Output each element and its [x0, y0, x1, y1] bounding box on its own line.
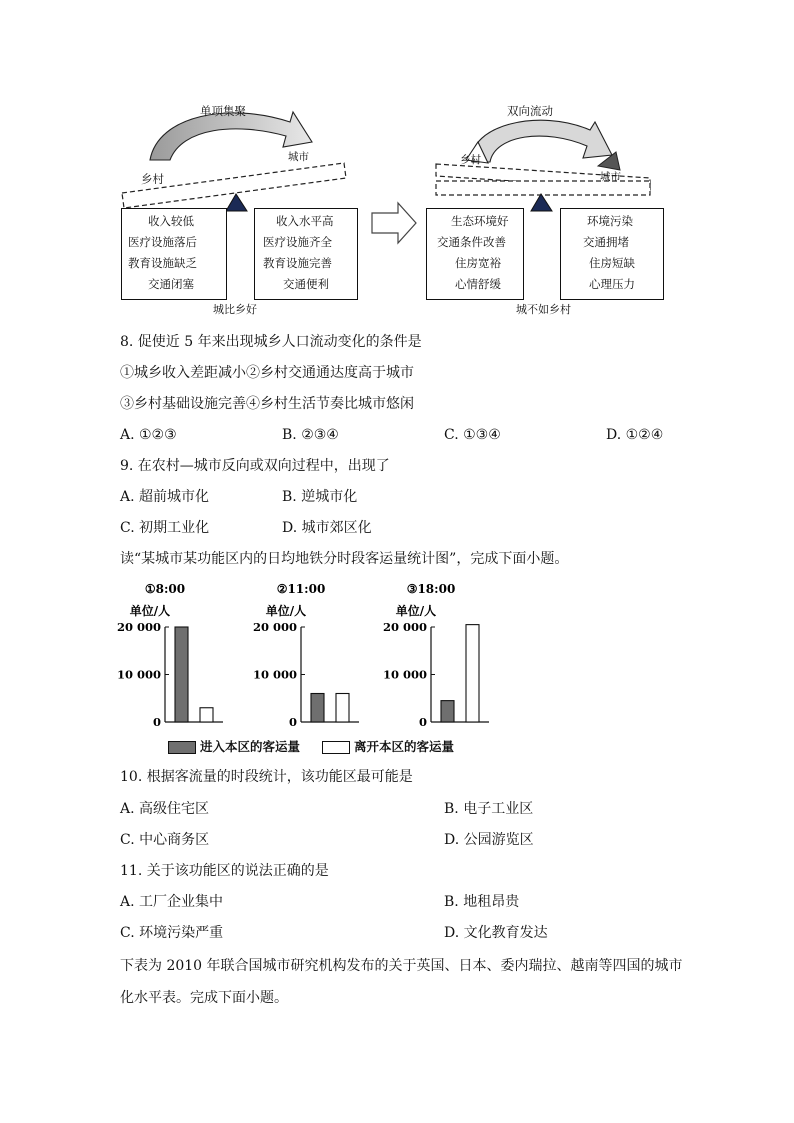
q8-option-d[interactable]: D. ①②④: [606, 427, 664, 443]
bar-leaving: [336, 694, 349, 723]
left-rural-item: 收入较低: [148, 214, 194, 228]
q11-option-d[interactable]: D. 文化教育发达: [444, 925, 548, 941]
q11-option-c[interactable]: C. 环境污染严重: [120, 925, 224, 941]
right-fulcrum-icon: [531, 194, 552, 211]
right-urban-label: 城市: [600, 171, 621, 183]
q8-stem: 8. 促使近 5 年来出现城乡人口流动变化的条件是: [120, 334, 422, 350]
subway-bar-charts: [110, 578, 510, 758]
left-urban-item: 医疗设施齐全: [263, 235, 332, 249]
bar-entering: [175, 627, 188, 722]
chart-y-tick-label: 20 000: [252, 620, 297, 634]
urban-rural-diagram: [0, 0, 794, 330]
q8-statement-2: ③乡村基础设施完善④乡村生活节奏比城市悠闲: [120, 396, 414, 412]
bar-leaving: [466, 625, 479, 722]
left-urban-box: [254, 208, 358, 300]
diagram-shapes: [0, 0, 794, 330]
legend-swatch-out: [322, 741, 350, 754]
bar-entering: [311, 694, 324, 723]
left-rural-item: 教育设施缺乏: [128, 256, 197, 270]
q9-option-c[interactable]: C. 初期工业化: [120, 520, 210, 536]
right-rural-item: 交通条件改善: [437, 235, 506, 249]
subway-chart-group: [110, 578, 510, 758]
q8-option-c[interactable]: C. ①③④: [444, 427, 501, 443]
legend-label-in: 进入本区的客运量: [200, 739, 301, 754]
left-fulcrum-icon: [226, 194, 247, 211]
left-urban-item: 交通便利: [283, 277, 329, 291]
chart-ylabel: 单位/人: [395, 604, 437, 618]
q10-option-c[interactable]: C. 中心商务区: [120, 832, 210, 848]
right-urban-item: 环境污染: [587, 214, 633, 228]
bar-leaving: [200, 708, 213, 722]
right-urban-item: 交通拥堵: [583, 235, 629, 249]
chart-y-tick-label: 10 000: [382, 667, 427, 682]
right-rural-item: 心情舒缓: [455, 277, 501, 291]
two-way-flow-label: 双向流动: [507, 104, 553, 118]
q8-option-b[interactable]: B. ②③④: [282, 427, 339, 443]
q10-option-d[interactable]: D. 公园游览区: [444, 832, 534, 848]
left-urban-item: 收入水平高: [276, 214, 334, 228]
right-urban-item: 心理压力: [589, 277, 635, 291]
chart-y-tick-label: 20 000: [382, 620, 427, 634]
table-intro-line-1: 下表为 2010 年联合国城市研究机构发布的关于英国、日本、委内瑞拉、越南等四国的城市: [120, 958, 683, 974]
left-rural-label: 乡村: [141, 172, 164, 186]
chart-y-tick-label: 10 000: [252, 667, 297, 682]
left-rural-item: 医疗设施落后: [128, 235, 197, 249]
chart-ylabel: 单位/人: [265, 604, 307, 618]
table-intro-line-2: 化水平表。完成下面小题。: [120, 990, 288, 1006]
single-aggregation-label: 单项集聚: [200, 104, 246, 118]
right-rural-label: 乡村: [460, 154, 481, 166]
chart-legend: [168, 738, 508, 758]
q9-option-a[interactable]: A. 超前城市化: [120, 489, 210, 505]
q9-option-b[interactable]: B. 逆城市化: [282, 489, 358, 505]
chart-title: ③18:00: [406, 582, 456, 596]
two-way-flow-arrow: [472, 120, 612, 162]
left-urban-label: 城市: [288, 151, 309, 163]
chart-intro: 读“某城市某功能区内的日均地铁分时段客运量统计图”，完成下面小题。: [120, 551, 569, 567]
chart-y-tick-label: 0: [152, 715, 161, 729]
left-rural-box: [121, 208, 227, 300]
chart-ylabel: 单位/人: [129, 604, 171, 618]
right-caption: 城不如乡村: [516, 303, 571, 316]
q10-option-a[interactable]: A. 高级住宅区: [120, 801, 210, 817]
chart-y-tick-label: 0: [418, 715, 427, 729]
legend-swatch-in: [168, 741, 196, 754]
legend-label-out: 离开本区的客运量: [354, 739, 455, 754]
q10-option-b[interactable]: B. 电子工业区: [444, 801, 534, 817]
left-caption: 城比乡好: [213, 303, 257, 316]
q10-stem: 10. 根据客流量的时段统计，该功能区最可能是: [120, 769, 413, 785]
q8-option-a[interactable]: A. ①②③: [120, 427, 177, 443]
right-rural-box: [426, 208, 524, 300]
q11-option-a[interactable]: A. 工厂企业集中: [120, 894, 224, 910]
q9-option-d[interactable]: D. 城市郊区化: [282, 520, 372, 536]
right-rural-item: 住房宽裕: [455, 256, 501, 270]
right-urban-box: [560, 208, 664, 300]
chart-y-tick-label: 10 000: [116, 667, 161, 682]
q11-stem: 11. 关于该功能区的说法正确的是: [120, 863, 329, 879]
bar-entering: [441, 701, 454, 722]
right-urban-item: 住房短缺: [589, 256, 635, 270]
right-rural-item: 生态环境好: [451, 214, 509, 228]
chart-title: ①8:00: [144, 582, 186, 596]
q8-statement-1: ①城乡收入差距减小②乡村交通通达度高于城市: [120, 365, 414, 381]
chart-y-tick-label: 20 000: [116, 620, 161, 634]
transition-arrow-icon: [372, 203, 416, 243]
left-urban-item: 教育设施完善: [263, 256, 332, 270]
q9-stem: 9. 在农村—城市反向或双向过程中，出现了: [120, 458, 390, 474]
q11-option-b[interactable]: B. 地租昂贵: [444, 894, 520, 910]
left-rural-item: 交通闭塞: [148, 277, 194, 291]
chart-title: ②11:00: [276, 582, 326, 596]
chart-y-tick-label: 0: [288, 715, 297, 729]
